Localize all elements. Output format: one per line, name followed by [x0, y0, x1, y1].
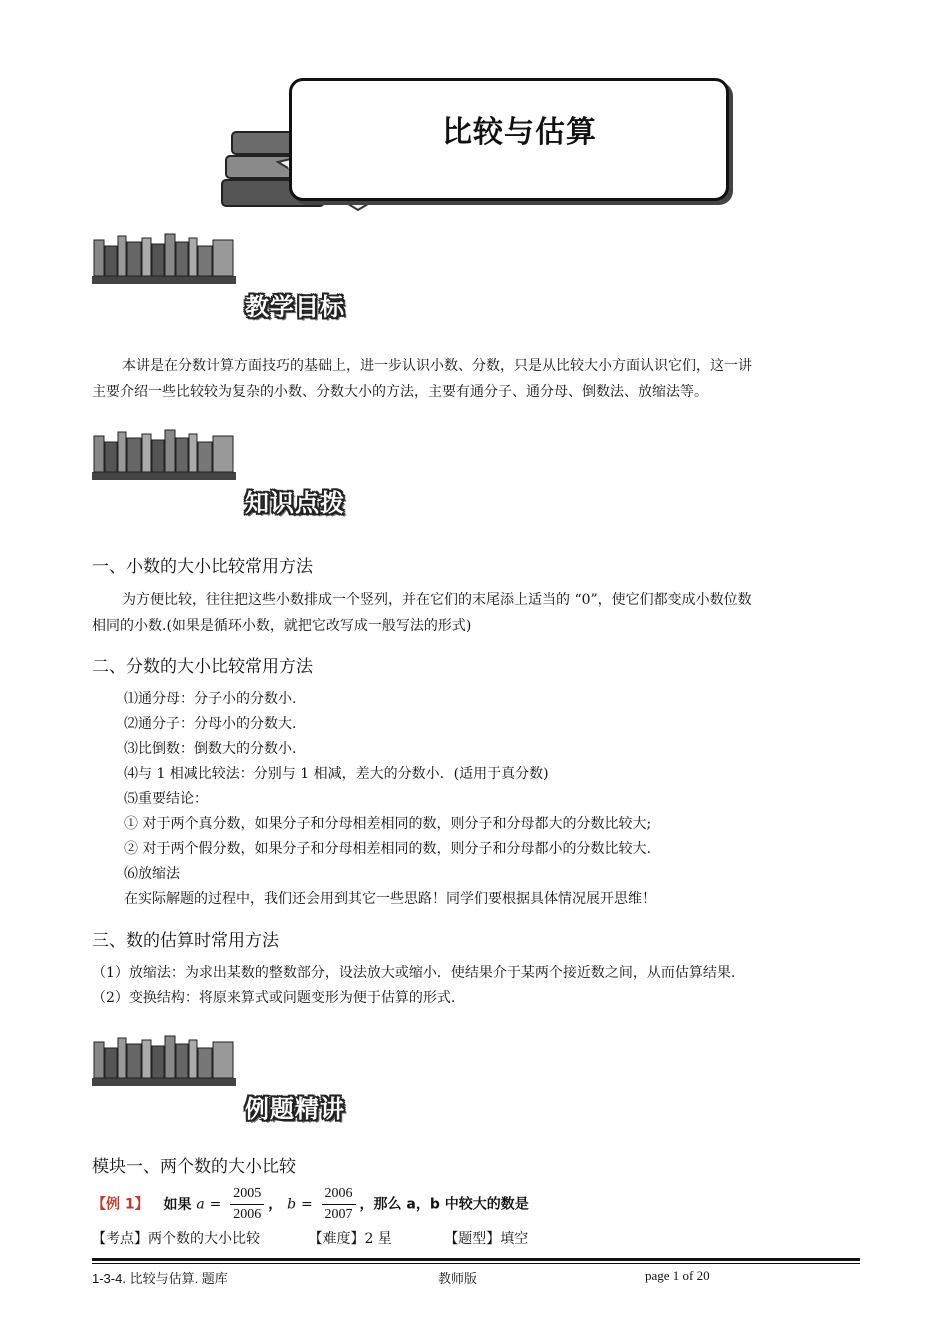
title-box [289, 78, 729, 201]
example-text: 如果 [163, 1196, 192, 1213]
example-question-text: ，那么 a，b 中较大的数是 [359, 1196, 529, 1213]
k2-item: ② 对于两个假分数，如果分子和分母相差相同的数，则分子和分母都小的分数比较大. [124, 841, 651, 857]
meta-point: 【考点】两个数的大小比较 [92, 1231, 260, 1247]
k1-heading: 一、小数的大小比较常用方法 [92, 557, 313, 577]
k3-heading: 三、数的估算时常用方法 [92, 931, 279, 951]
k1-line-2: 相同的小数.(如果是循环小数，就把它改写成一般写法的形式) [92, 618, 472, 634]
k2-item: ⑴通分母：分子小的分数小. [124, 691, 297, 707]
example-label: 【例 1】 [92, 1196, 149, 1213]
k1-line-1: 为方便比较，往往把这些小数排成一个竖列，并在它们的末尾添上适当的 “0”，使它们都变成小数位数 [122, 592, 752, 608]
comma: ， [268, 1196, 283, 1213]
fraction-a [230, 1184, 264, 1225]
section-banner-examples [90, 1034, 390, 1126]
intro-line-1: 本讲是在分数计算方面技巧的基础上，进一步认识小数、分数，只是从比较大小方面认识它们，这一讲 [122, 358, 752, 374]
footer-center: 教师版 [438, 1271, 478, 1286]
bookshelf-icon [90, 232, 238, 286]
k2-item: ⑸重要结论： [124, 791, 208, 807]
section-title-examples: 例题精讲 [245, 1095, 345, 1123]
k2-item: ⑵通分子：分母小的分数大. [124, 716, 297, 732]
var-a: a [196, 1196, 205, 1213]
fraction-b-numerator: 2006 [322, 1184, 356, 1205]
footer-left: 1-3-4. 比较与估算. 题库 [92, 1271, 228, 1286]
k2-heading: 二、分数的大小比较常用方法 [92, 657, 313, 677]
equals-sign: = [300, 1196, 313, 1213]
footer-rule [92, 1258, 860, 1261]
intro-line-2: 主要介绍一些比较较为复杂的小数、分数大小的方法，主要有通分子、通分母、倒数法、放缩法等。 [92, 384, 708, 400]
footer-rule-thin [92, 1263, 860, 1264]
meta-type: 【题型】填空 [444, 1231, 529, 1247]
intro-paragraph [92, 353, 860, 405]
k3-list [92, 961, 735, 1011]
section-title-knowledge: 知识点拨 [245, 489, 345, 517]
equals-sign: = [209, 1196, 222, 1213]
example-meta [92, 1228, 528, 1248]
fraction-b-denominator: 2007 [324, 1207, 353, 1222]
section-banner-knowledge [90, 428, 390, 520]
k2-item: ⑶比倒数：倒数大的分数小. [124, 741, 297, 757]
k2-list [124, 687, 656, 912]
k2-item: ⑷与 1 相减比较法：分别与 1 相减，差大的分数小．(适用于真分数) [124, 766, 549, 782]
fraction-a-numerator: 2005 [230, 1184, 264, 1205]
k3-item: （1）放缩法：为求出某数的整数部分，设法放大或缩小．使结果介于某两个接近数之间，从而估算结果. [92, 965, 736, 981]
page-title: 比较与估算 [442, 115, 597, 150]
k2-item: 在实际解题的过程中，我们还会用到其它一些思路！同学们要根据具体情况展开思维！ [124, 891, 656, 907]
k2-item: ⑹放缩法 [124, 866, 180, 882]
k1-paragraph [92, 587, 860, 639]
section-banner-goals [90, 232, 390, 324]
footer-page-number: page 1 of 20 [645, 1268, 710, 1283]
section-title-goals: 教学目标 [245, 293, 345, 321]
bookshelf-icon [90, 428, 238, 482]
example-1 [92, 1184, 529, 1225]
meta-difficulty: 【难度】2 星 [308, 1231, 392, 1247]
k2-item: ① 对于两个真分数，如果分子和分母相差相同的数，则分子和分母都大的分数比较大; [124, 816, 652, 832]
module-1-heading: 模块一、两个数的大小比较 [92, 1157, 296, 1177]
fraction-a-denominator: 2006 [233, 1207, 262, 1222]
var-b: b [287, 1196, 297, 1213]
fraction-b [322, 1184, 356, 1225]
k3-item: （2）变换结构：将原来算式或问题变形为便于估算的形式. [92, 990, 456, 1006]
bookshelf-icon [90, 1034, 238, 1088]
